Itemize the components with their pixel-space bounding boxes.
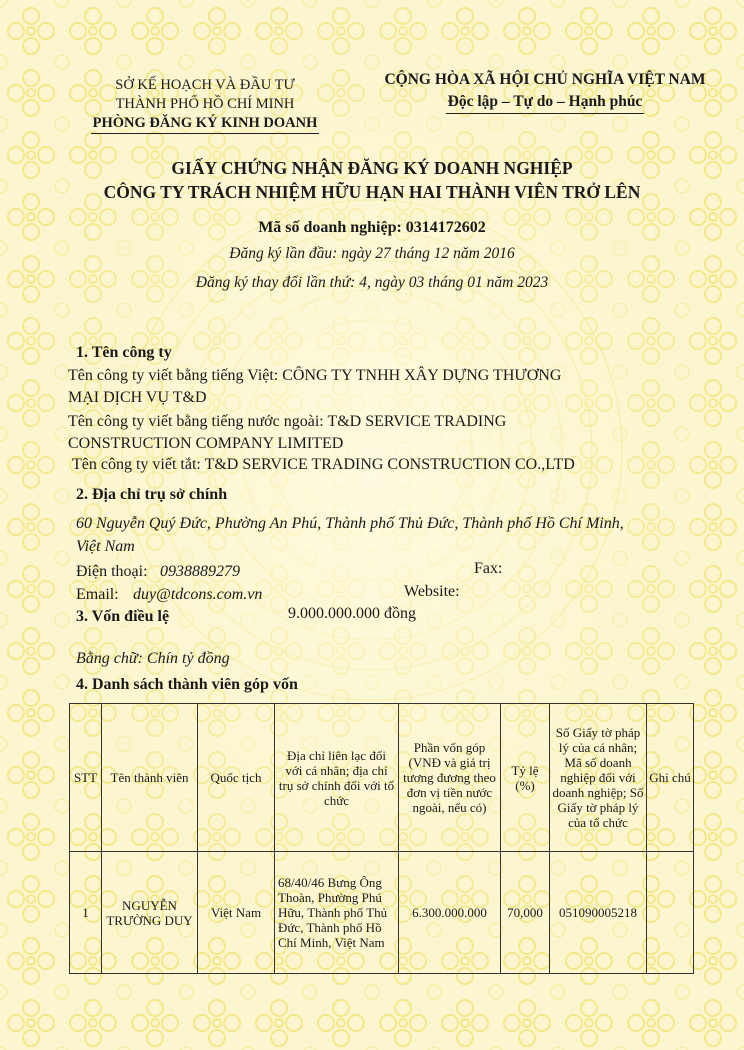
col-header-capital: Phần vốn góp (VNĐ và giá trị tương đương theo đơn vị tiền nước ngoài, nếu có): [399, 704, 501, 852]
col-header-ratio: Tỷ lệ (%): [501, 704, 550, 852]
charter-capital-in-words: Bằng chữ: Chín tỷ đồng: [76, 650, 230, 667]
vn-name-line-2: MẠI DỊCH VỤ T&D: [68, 389, 207, 406]
cell-id-number: 051090005218: [550, 852, 647, 974]
col-header-name: Tên thành viên: [102, 704, 198, 852]
change-registration-date: Đăng ký thay đổi lần thứ: 4, ngày 03 tháng 01 năm 2023: [195, 274, 549, 291]
vn-name-line-1: Tên công ty viết bằng tiếng Việt: CÔNG TY TNHH XÂY DỰNG THƯƠNG: [68, 367, 562, 384]
cell-stt: 1: [70, 852, 102, 974]
agency-header: [70, 76, 340, 134]
col-header-note: Ghi chú: [647, 704, 694, 852]
phone-value: 0938889279: [160, 563, 240, 580]
col-header-id: Số Giấy tờ pháp lý của cá nhân; Mã số doanh nghiệp đối với doanh nghiệp; Số Giấy tờ pháp lý của tổ chức: [550, 704, 647, 852]
company-type-title: CÔNG TY TRÁCH NHIỆM HỮU HẠN HAI THÀNH VIÊN TRỞ LÊN: [103, 182, 641, 202]
members-table: [69, 703, 694, 974]
republic-name: CỘNG HÒA XÃ HỘI CHỦ NGHĨA VIỆT NAM: [384, 71, 706, 88]
certificate-title: GIẤY CHỨNG NHẬN ĐĂNG KÝ DOANH NGHIỆP: [171, 158, 573, 178]
address-line-1: 60 Nguyễn Quý Đức, Phường An Phú, Thành phố Thủ Đức, Thành phố Hồ Chí Minh,: [76, 515, 624, 532]
cell-nationality: Việt Nam: [198, 852, 275, 974]
col-header-stt: STT: [70, 704, 102, 852]
charter-capital-amount: 9.000.000.000 đồng: [288, 605, 416, 622]
foreign-name-line-1: Tên công ty viết bằng tiếng nước ngoài: T&D SERVICE TRADING: [68, 413, 507, 430]
agency-line-3: PHÒNG ĐĂNG KÝ KINH DOANH: [91, 114, 320, 134]
cell-ratio: 70,000: [501, 852, 550, 974]
short-name: Tên công ty viết tắt: T&D SERVICE TRADING CONSTRUCTION CO.,LTD: [72, 456, 575, 473]
foreign-name-line-2: CONSTRUCTION COMPANY LIMITED: [68, 435, 344, 452]
col-header-address: Địa chỉ liên lạc đối với cá nhân; địa chỉ trụ sở chính đối với tổ chức: [275, 704, 399, 852]
section-4-heading: 4. Danh sách thành viên góp vốn: [76, 676, 298, 693]
agency-line-1: SỞ KẾ HOẠCH VÀ ĐẦU TƯ: [115, 77, 295, 93]
website-label: Website:: [404, 583, 460, 600]
cell-capital: 6.300.000.000: [399, 852, 501, 974]
email-label: Email:: [76, 586, 119, 603]
address-line-2: Việt Nam: [76, 538, 135, 555]
phone-label: Điện thoại:: [76, 563, 148, 580]
first-registration-date: Đăng ký lần đầu: ngày 27 tháng 12 năm 2016: [229, 245, 515, 262]
section-1-heading: 1. Tên công ty: [76, 344, 172, 361]
cell-member-name: NGUYỄN TRƯỜNG DUY: [102, 852, 198, 974]
cell-note: [647, 852, 694, 974]
table-row: [70, 852, 694, 974]
cell-address: 68/40/46 Bưng Ông Thoàn, Phường Phú Hữu, Thành phố Thủ Đức, Thành phố Hồ Chí Minh, Việt Nam: [275, 852, 399, 974]
section-3-heading: 3. Vốn điều lệ: [76, 608, 170, 625]
section-2-heading: 2. Địa chỉ trụ sở chính: [76, 486, 228, 503]
email-value: duy@tdcons.com.vn: [133, 586, 263, 603]
table-header-row: [70, 704, 694, 852]
agency-line-2: THÀNH PHỐ HỒ CHÍ MINH: [115, 96, 295, 112]
col-header-nationality: Quốc tịch: [198, 704, 275, 852]
motto: Độc lập – Tự do – Hạnh phúc: [446, 91, 645, 114]
tax-code-line: Mã số doanh nghiệp: 0314172602: [258, 219, 486, 236]
national-motto-header: [360, 69, 730, 114]
fax-label: Fax:: [474, 560, 503, 577]
